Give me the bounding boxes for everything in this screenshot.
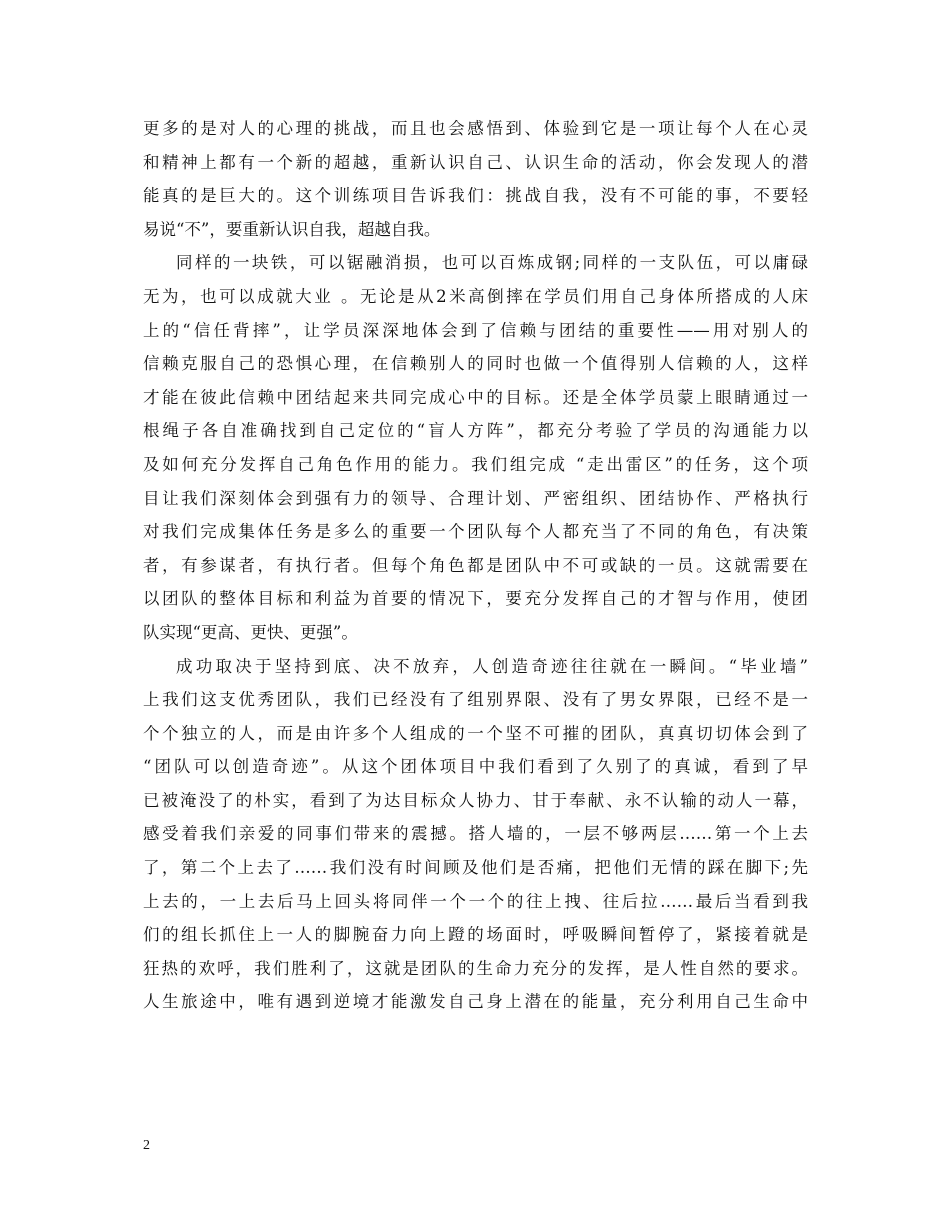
text-line: 了，第二个上去了……我们没有时间顾及他们是否痛，把他们无情的踩在脚下;先 [143,858,808,878]
text-line: 无为，也可以成就大业 。无论是从2米高倒摔在学员们用自己身体所搭成的人床 [143,286,808,306]
text-line: 及如何充分发挥自己角色作用的能力。我们组完成 “走出雷区”的任务，这个项 [143,454,808,474]
text-line: 已被淹没了的朴实，看到了为达目标众人协力、甘于奉献、永不认输的动人一幕， [143,790,808,810]
text-line: 以团队的整体目标和利益为首要的情况下，要充分发挥自己的才智与作用，使团 [143,589,808,609]
text-line: 个个独立的人，而是由许多个人组成的一个坚不可摧的团队，真真切切体会到了 [143,723,808,743]
text-line: 人生旅途中，唯有遇到逆境才能激发自己身上潜在的能量，充分利用自己生命中 [143,992,808,1012]
text-line: 能真的是巨大的。这个训练项目告诉我们：挑战自我，没有不可能的事，不要轻 [143,186,808,206]
paragraph [143,246,808,649]
text-line: “团队可以创造奇迹”。从这个团体项目中我们看到了久别了的真诚，看到了早 [143,757,808,777]
text-line: 上的“信任背摔”，让学员深深地体会到了信赖与团结的重要性——用对别人的 [143,320,808,340]
text-line: 上我们这支优秀团队，我们已经没有了组别界限、没有了男女界限，已经不是一 [143,690,808,710]
text-line: 者，有参谋者，有执行者。但每个角色都是团队中不可或缺的一员。这就需要在 [143,555,808,575]
paragraph [143,112,808,246]
text-line: 感受着我们亲爱的同事们带来的震撼。搭人墙的，一层不够两层……第一个上去 [143,824,808,844]
text-line: 狂热的欢呼，我们胜利了，这就是团队的生命力充分的发挥，是人性自然的要求。 [143,958,808,978]
text-line: 才能在彼此信赖中团结起来共同完成心中的目标。还是全体学员蒙上眼睛通过一 [143,387,808,407]
paragraph [143,650,808,1020]
text-line: 易说“不”，要重新认识自我，超越自我。 [143,219,441,239]
text-line: 同样的一块铁，可以锯融消损，也可以百炼成钢;同样的一支队伍，可以庸碌 [176,253,808,273]
text-line: 目让我们深刻体会到强有力的领导、合理计划、严密组织、团结协作、严格执行 [143,488,808,508]
text-line: 上去的，一上去后马上回头将同伴一个一个的往上拽、往后拉……最后当看到我 [143,891,808,911]
page-number: 2 [143,1138,150,1153]
text-line: 队实现“更高、更快、更强”。 [143,622,358,642]
text-line: 们的组长抓住上一人的脚腕奋力向上蹬的场面时，呼吸瞬间暂停了，紧接着就是 [143,925,808,945]
text-line: 和精神上都有一个新的超越，重新认识自己、认识生命的活动，你会发现人的潜 [143,152,808,172]
body-text [143,112,808,1019]
text-line: 对我们完成集体任务是多么的重要一个团队每个人都充当了不同的角色，有决策 [143,522,808,542]
text-line: 成功取决于坚持到底、决不放弃，人创造奇迹往往就在一瞬间。“毕业墙” [176,656,808,676]
text-line: 根绳子各自准确找到自己定位的“盲人方阵”，都充分考验了学员的沟通能力以 [143,421,808,441]
text-line: 信赖克服自己的恐惧心理，在信赖别人的同时也做一个值得别人信赖的人，这样 [143,354,808,374]
text-line: 更多的是对人的心理的挑战，而且也会感悟到、体验到它是一项让每个人在心灵 [143,119,808,138]
